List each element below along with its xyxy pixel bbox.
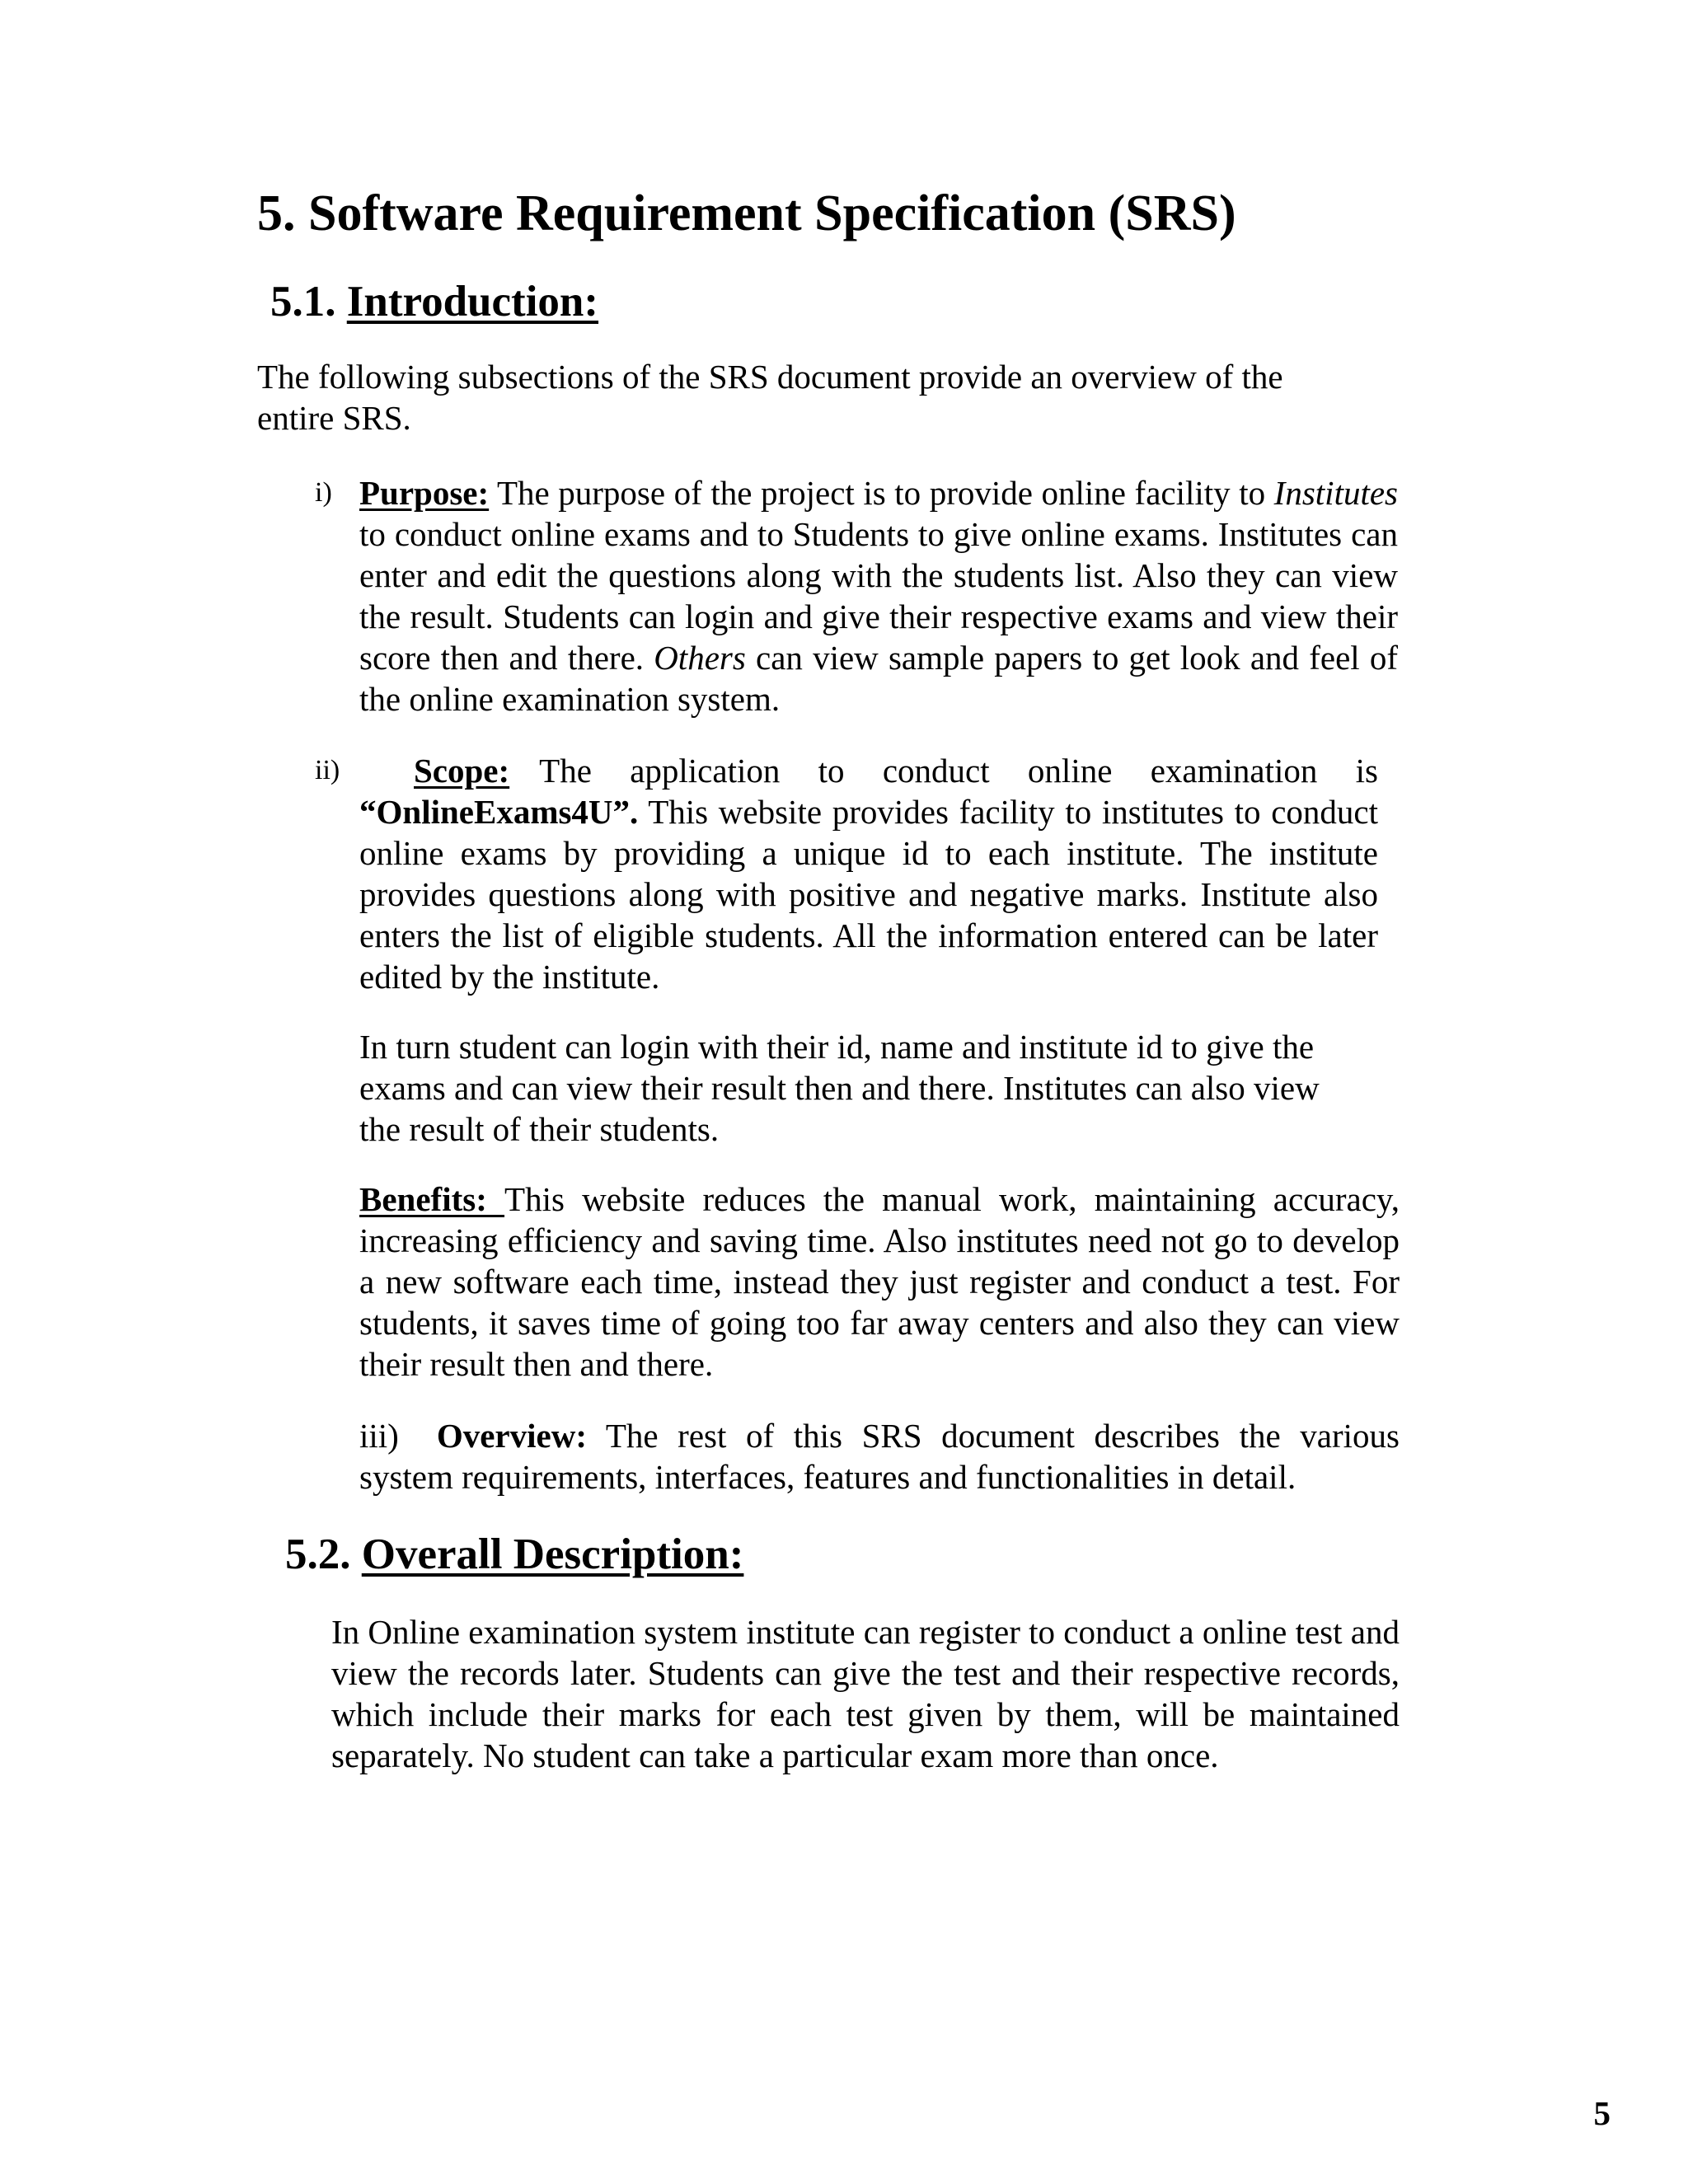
section-heading-overall-description (285, 1529, 743, 1582)
scope-paragraph-2: In turn student can login with their id, name and institute id to give the exams and can view their result then and there. Institutes can also view the result of their students. (359, 1028, 1320, 1148)
purpose-paragraph (359, 472, 1398, 719)
purpose-italic-institutes: Institutes (1273, 474, 1398, 512)
scope-label: Scope: (414, 752, 510, 790)
scope-product-name: “OnlineExams4U”. (359, 793, 639, 831)
scope-text-1: The application to conduct online examination is (539, 752, 1378, 790)
scope-paragraph (359, 750, 1378, 997)
page-number: 5 (1593, 2094, 1611, 2132)
section-number: 5.2. (285, 1530, 351, 1578)
benefits-paragraph (359, 1179, 1400, 1385)
section-title: Introduction: (346, 278, 599, 326)
purpose-italic-others: Others (654, 639, 746, 677)
benefits-text: This website reduces the manual work, maintaining accuracy, increasing efficiency and saving time. Also institutes need not go to develop a new software each time, instead they just register and conduct a test. For students, it saves time of going too far away centers and also they can view their result then and there. (359, 1180, 1400, 1383)
list-marker-purpose: i) (315, 477, 332, 508)
document-title: 5. Software Requirement Specification (SRS) (257, 185, 1236, 241)
section-number: 5.1. (270, 278, 336, 326)
overview-label: Overview: (436, 1417, 587, 1455)
purpose-text-2: to conduct online exams and to Students to give online exams. Institutes can enter and edit the questions along with the students list. Also they can view the result. Students can login and give their respective exams and view their score then and there. (359, 515, 1398, 677)
purpose-text-3: can view sample papers to get look and feel of the online examination system. (359, 639, 1398, 718)
overview-paragraph (359, 1415, 1400, 1497)
scope-text-2: This website provides facility to institutes to conduct online exams by providing a unique id to each institute. The institute provides questions along with positive and negative marks. Institute also enters the list of eligible students. All the information entered can be later edited by the institute. (359, 793, 1378, 996)
benefits-label: Benefits: (359, 1180, 505, 1218)
overview-text: The rest of this SRS document describes the various system requirements, interfaces, features and functionalities in detail. (359, 1417, 1400, 1496)
list-marker-scope: ii) (315, 755, 340, 785)
purpose-label: Purpose: (359, 474, 490, 512)
overall-description-paragraph: In Online examination system institute can register to conduct a online test and view the records later. Students can give the test and their respective records, which include their marks for each test given by them, will be maintained separately. No student can take a particular exam more than once. (331, 1613, 1400, 1774)
purpose-text-1: The purpose of the project is to provide online facility to (489, 474, 1274, 512)
intro-paragraph: The following subsections of the SRS document provide an overview of the entire SRS. (257, 358, 1283, 437)
section-heading-introduction (270, 276, 598, 329)
section-title: Overall Description: (361, 1530, 744, 1578)
list-marker-overview: iii) (359, 1417, 399, 1455)
